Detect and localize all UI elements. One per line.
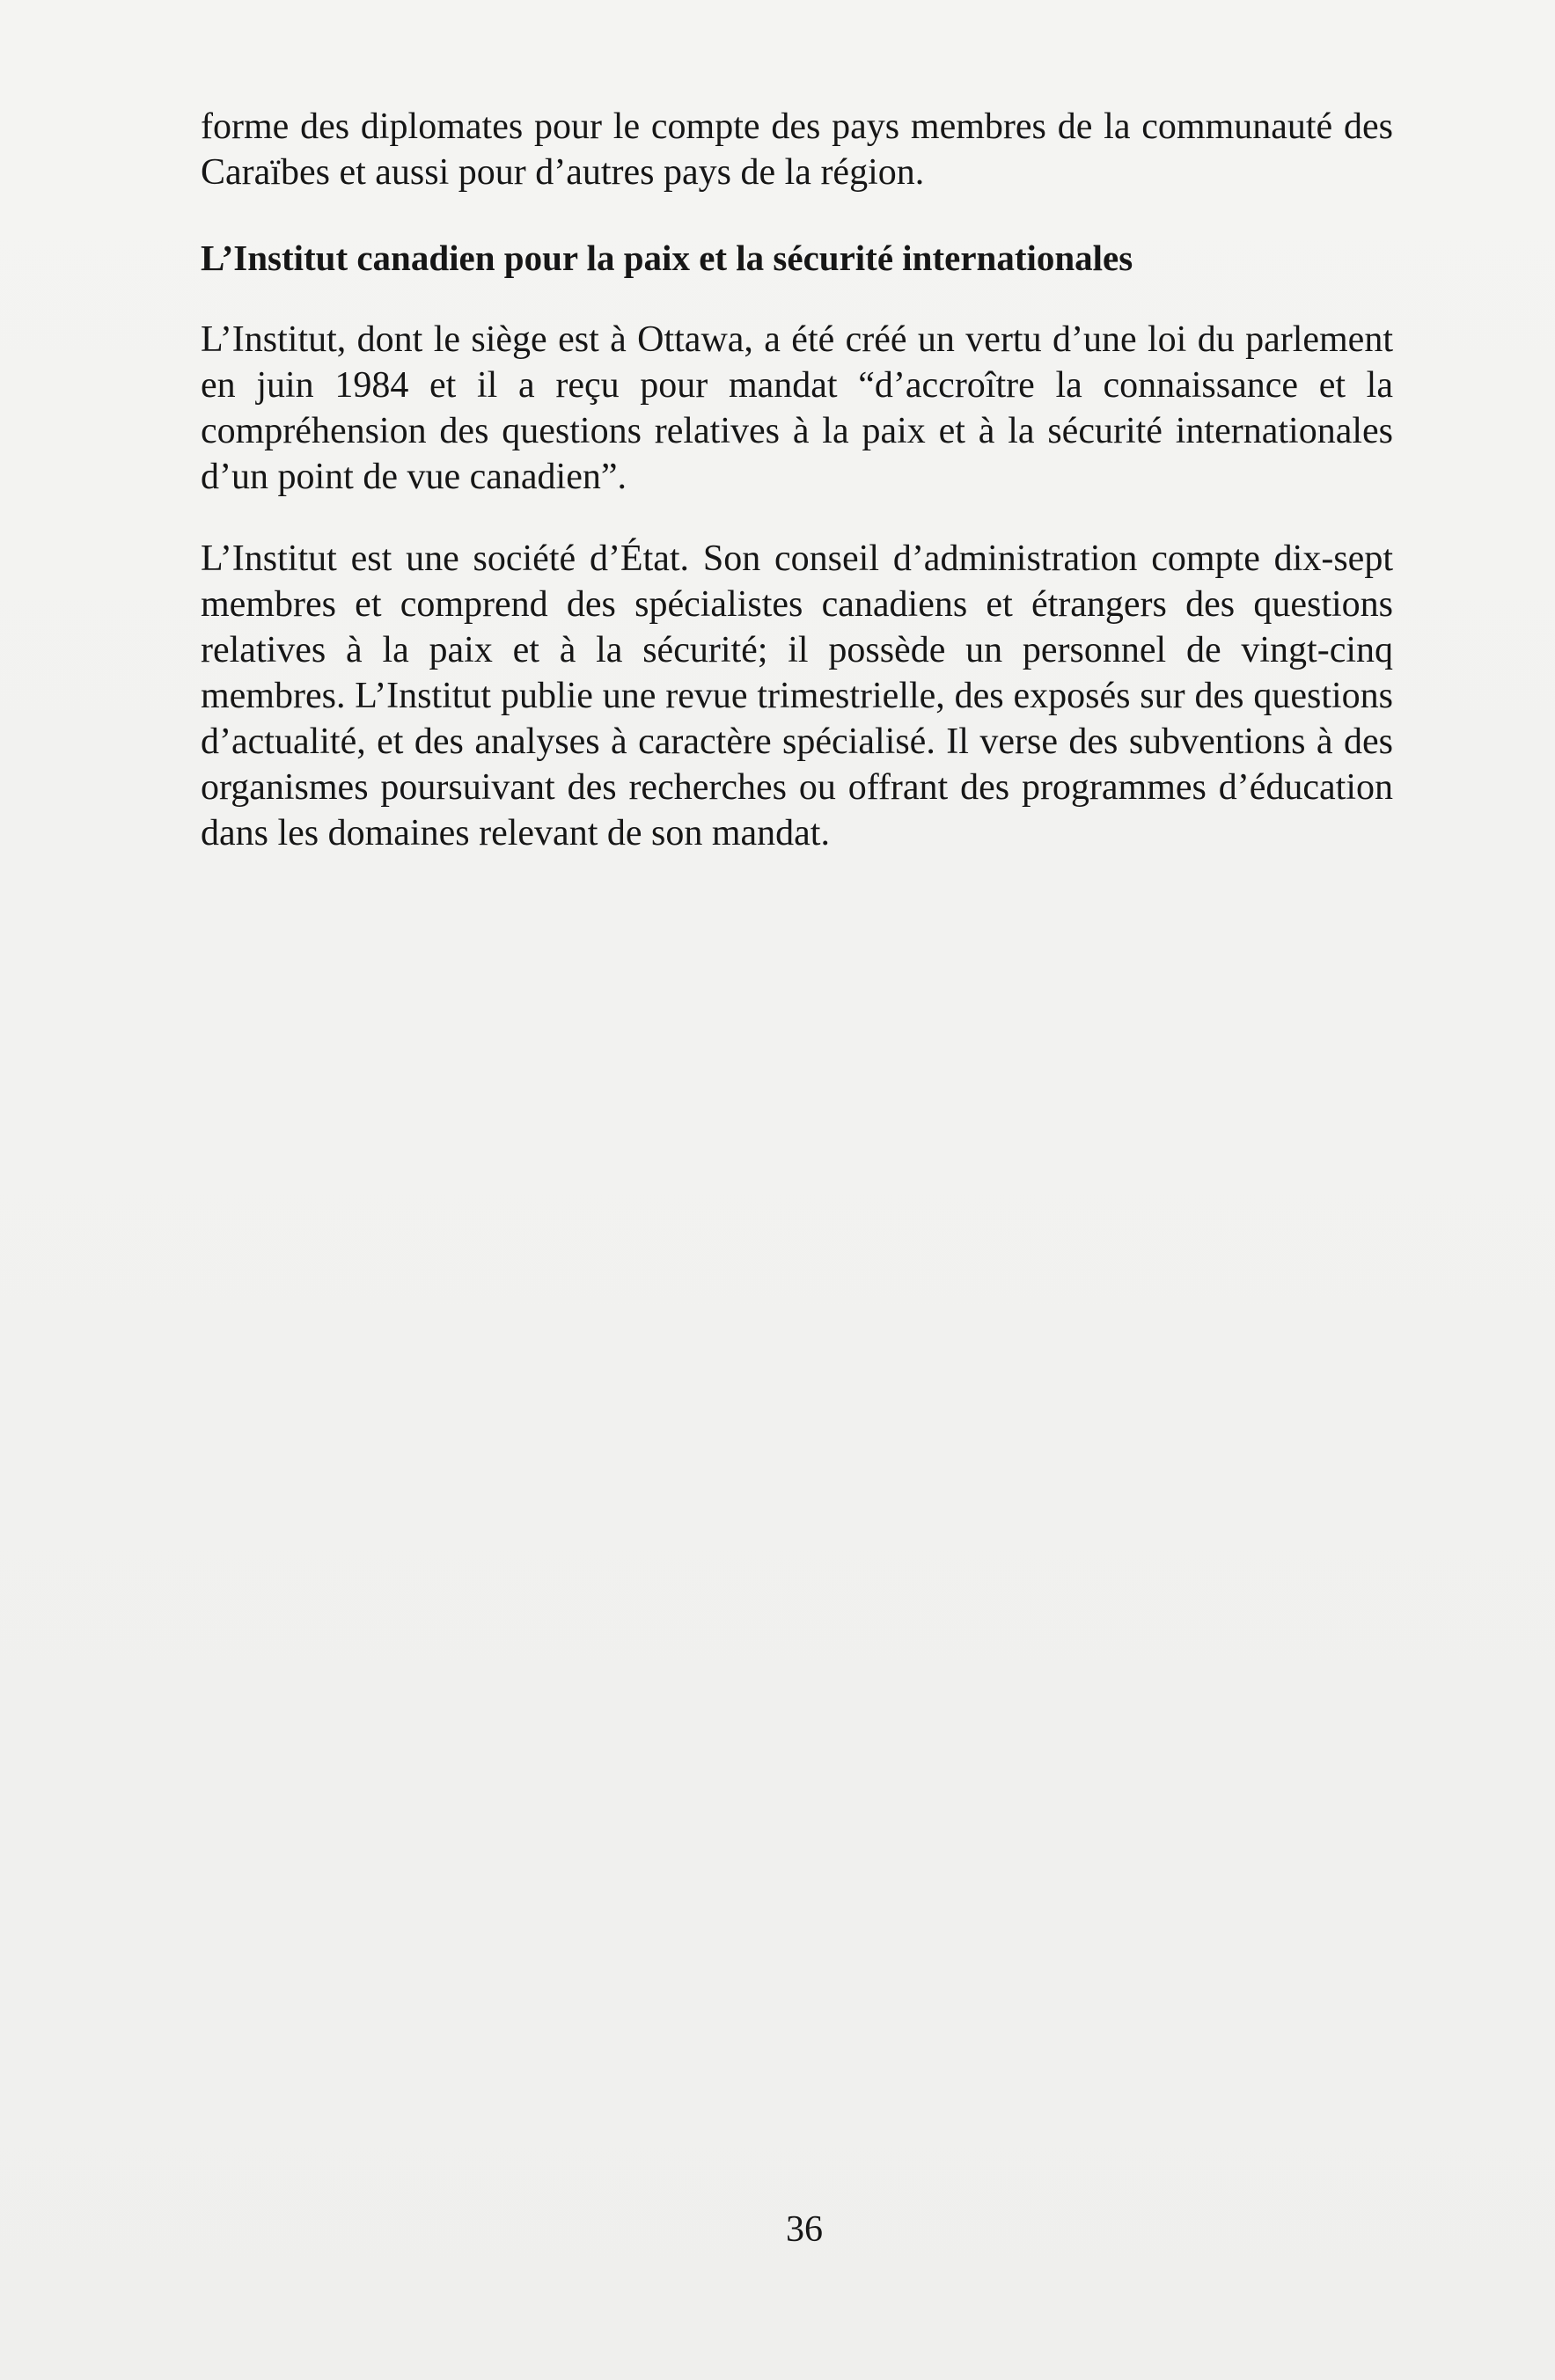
page-number: 36 [786,2209,823,2250]
page-content [201,104,1393,856]
paragraph-3: L’Institut est une société d’État. Son conseil d’administration compte dix-sept membres et comprend des spécialistes canadiens et étrangers des questions relatives à la paix et à la sécurité; il possède un personnel de vingt-cinq membres. L’Institut publie une revue trimestrielle, des exposés sur des questions d’actualité, et des analyses à caractère spécialisé. Il verse des subventions à des organismes poursuivant des recherches ou offrant des programmes d’éducation dans les domaines relevant de son mandat. [201,538,1393,853]
paragraph-2: L’Institut, dont le siège est à Ottawa, a été créé un vertu d’une loi du parlement en juin 1984 et il a reçu pour mandat “d’accroître la connaissance et la compréhension des questions relatives à la paix et à la sécurité internationales d’un point de vue canadien”. [201,319,1393,497]
section-heading: L’Institut canadien pour la paix et la sécurité internationales [201,238,1133,278]
paragraph-1: forme des diplomates pour le compte des pays membres de la communauté des Caraïbes et aussi pour d’autres pays de la région. [201,106,1393,193]
